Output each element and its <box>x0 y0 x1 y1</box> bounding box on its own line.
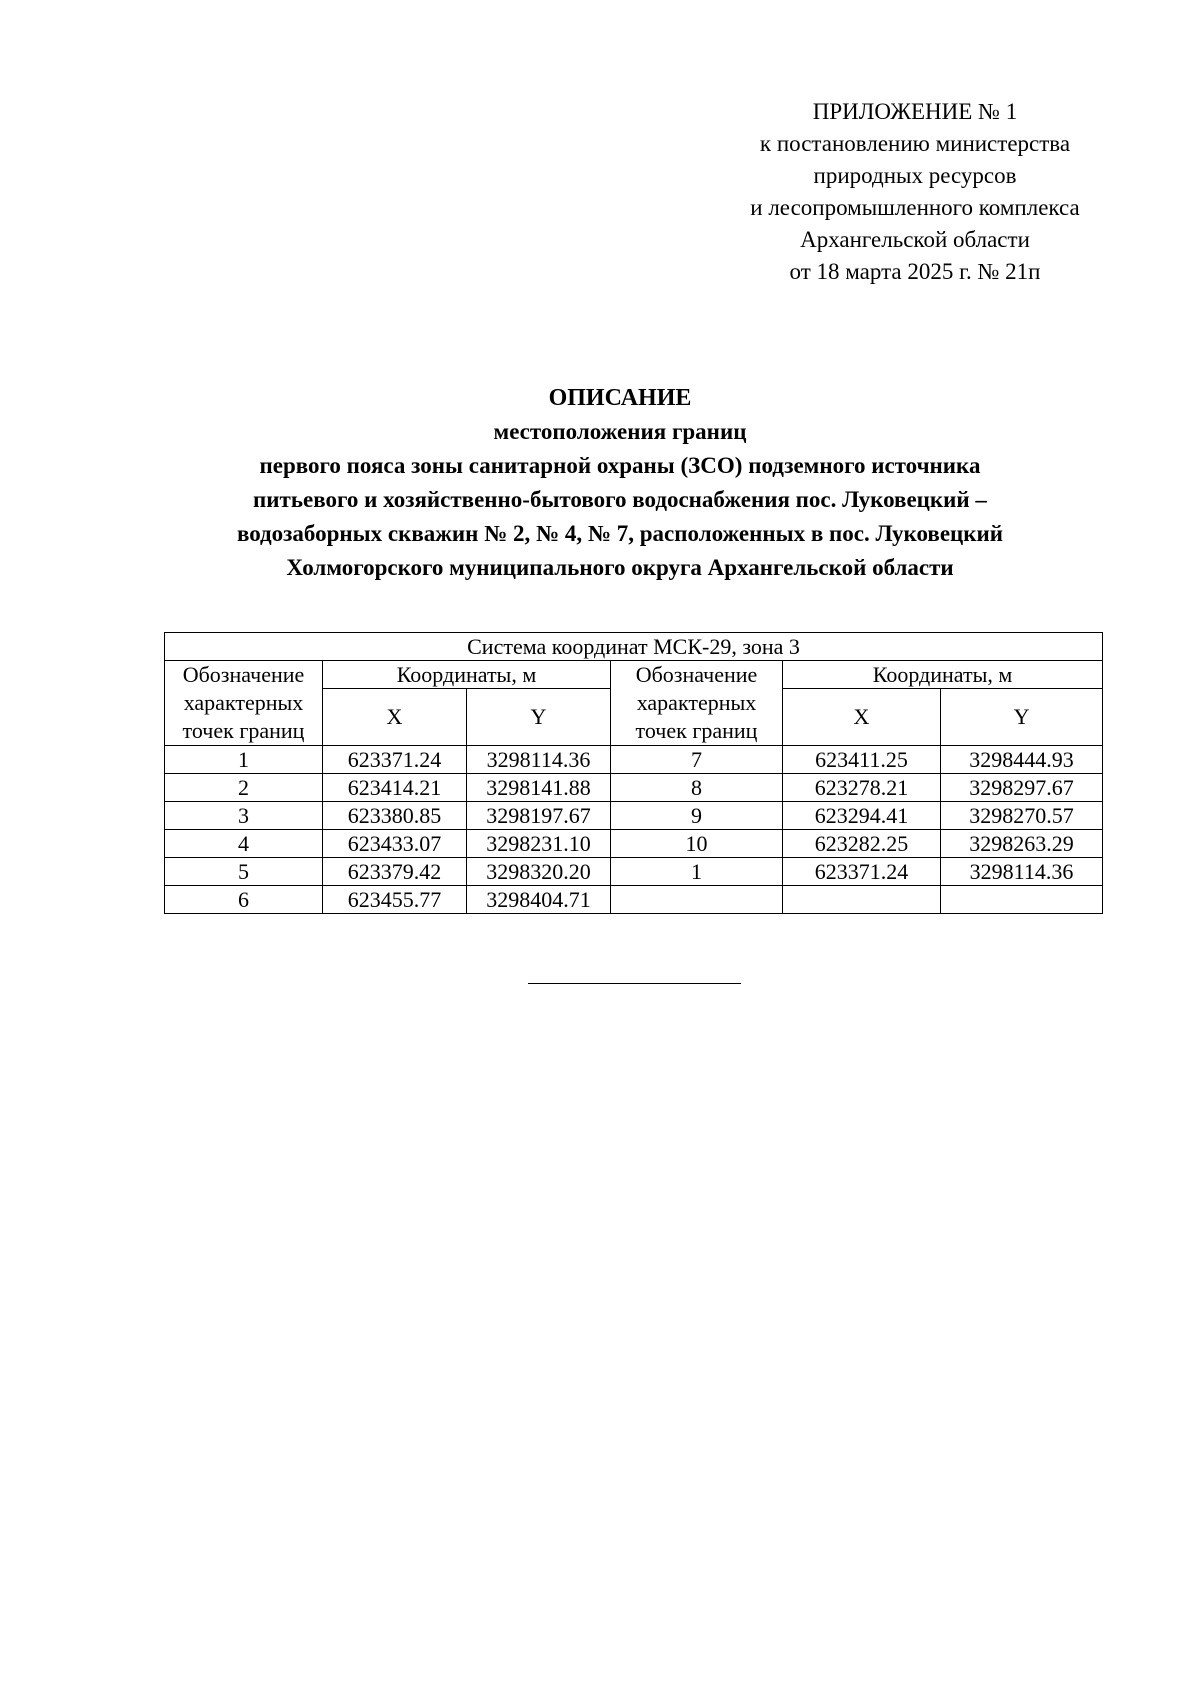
y-value: 3298320.20 <box>467 858 611 886</box>
y-header-right: Y <box>941 689 1103 746</box>
y-value: 3298197.67 <box>467 802 611 830</box>
y-value: 3298231.10 <box>467 830 611 858</box>
title-line: водозаборных скважин № 2, № 4, № 7, расположенных в пос. Луковецкий <box>236 521 1004 546</box>
point-number: 10 <box>611 830 783 858</box>
table-row <box>165 802 1103 830</box>
appendix-line: к постановлению министерства <box>759 131 1071 156</box>
point-header-line: Обозначение <box>182 662 305 687</box>
table-row <box>165 886 1103 914</box>
appendix-header <box>720 96 1110 288</box>
x-value: 623433.07 <box>323 830 467 858</box>
table-row <box>165 858 1103 886</box>
y-value: 3298141.88 <box>467 774 611 802</box>
x-header-right: X <box>783 689 941 746</box>
x-value: 623371.24 <box>323 746 467 774</box>
x-value: 623282.25 <box>783 830 941 858</box>
appendix-line: от 18 марта 2025 г. № 21п <box>789 259 1041 284</box>
coordinates-table <box>164 632 1103 914</box>
x-value: 623380.85 <box>323 802 467 830</box>
point-header-line: точек границ <box>182 718 305 743</box>
y-value: 3298444.93 <box>941 746 1103 774</box>
x-value: 623411.25 <box>783 746 941 774</box>
point-number: 6 <box>165 886 323 914</box>
appendix-line: природных ресурсов <box>813 163 1017 188</box>
x-value: 623371.24 <box>783 858 941 886</box>
point-number: 1 <box>165 746 323 774</box>
x-value: 623278.21 <box>783 774 941 802</box>
table-header-row <box>165 661 1103 689</box>
point-number: 2 <box>165 774 323 802</box>
title-line: местоположения границ <box>493 419 747 444</box>
x-value: 623379.42 <box>323 858 467 886</box>
point-number: 3 <box>165 802 323 830</box>
coords-header-left: Координаты, м <box>323 661 611 689</box>
appendix-line: Архангельской области <box>800 227 1030 252</box>
y-value: 3298114.36 <box>941 858 1103 886</box>
point-number: 7 <box>611 746 783 774</box>
point-header-left <box>165 661 323 746</box>
x-value: 623294.41 <box>783 802 941 830</box>
closing-rule <box>528 983 741 984</box>
point-number <box>611 886 783 914</box>
point-header-line: характерных <box>636 690 757 715</box>
point-header-line: характерных <box>183 690 304 715</box>
y-value: 3298114.36 <box>467 746 611 774</box>
point-number: 9 <box>611 802 783 830</box>
point-header-line: точек границ <box>635 718 758 743</box>
point-number: 5 <box>165 858 323 886</box>
x-value: 623455.77 <box>323 886 467 914</box>
x-value: 623414.21 <box>323 774 467 802</box>
appendix-line: ПРИЛОЖЕНИЕ № 1 <box>812 99 1018 124</box>
title-main: ОПИСАНИЕ <box>548 385 692 411</box>
title-line: первого пояса зоны санитарной охраны (ЗСО) подземного источника <box>259 453 981 478</box>
x-header-left: X <box>323 689 467 746</box>
title-line: Холмогорского муниципального округа Архангельской области <box>286 555 954 580</box>
table-row <box>165 830 1103 858</box>
title-line: питьевого и хозяйственно-бытового водоснабжения пос. Луковецкий – <box>253 487 987 512</box>
point-number: 4 <box>165 830 323 858</box>
x-value <box>783 886 941 914</box>
y-value <box>941 886 1103 914</box>
point-header-right <box>611 661 783 746</box>
y-value: 3298270.57 <box>941 802 1103 830</box>
point-number: 1 <box>611 858 783 886</box>
table-row <box>165 746 1103 774</box>
point-header-line: Обозначение <box>635 662 758 687</box>
y-value: 3298404.71 <box>467 886 611 914</box>
appendix-line: и лесопромышленного комплекса <box>750 195 1080 220</box>
table-caption-row <box>165 633 1103 661</box>
y-header-left: Y <box>467 689 611 746</box>
coords-header-right: Координаты, м <box>783 661 1103 689</box>
y-value: 3298297.67 <box>941 774 1103 802</box>
table-row <box>165 774 1103 802</box>
y-value: 3298263.29 <box>941 830 1103 858</box>
table-caption: Система координат МСК-29, зона 3 <box>165 633 1103 661</box>
point-number: 8 <box>611 774 783 802</box>
document-title <box>100 381 1140 585</box>
